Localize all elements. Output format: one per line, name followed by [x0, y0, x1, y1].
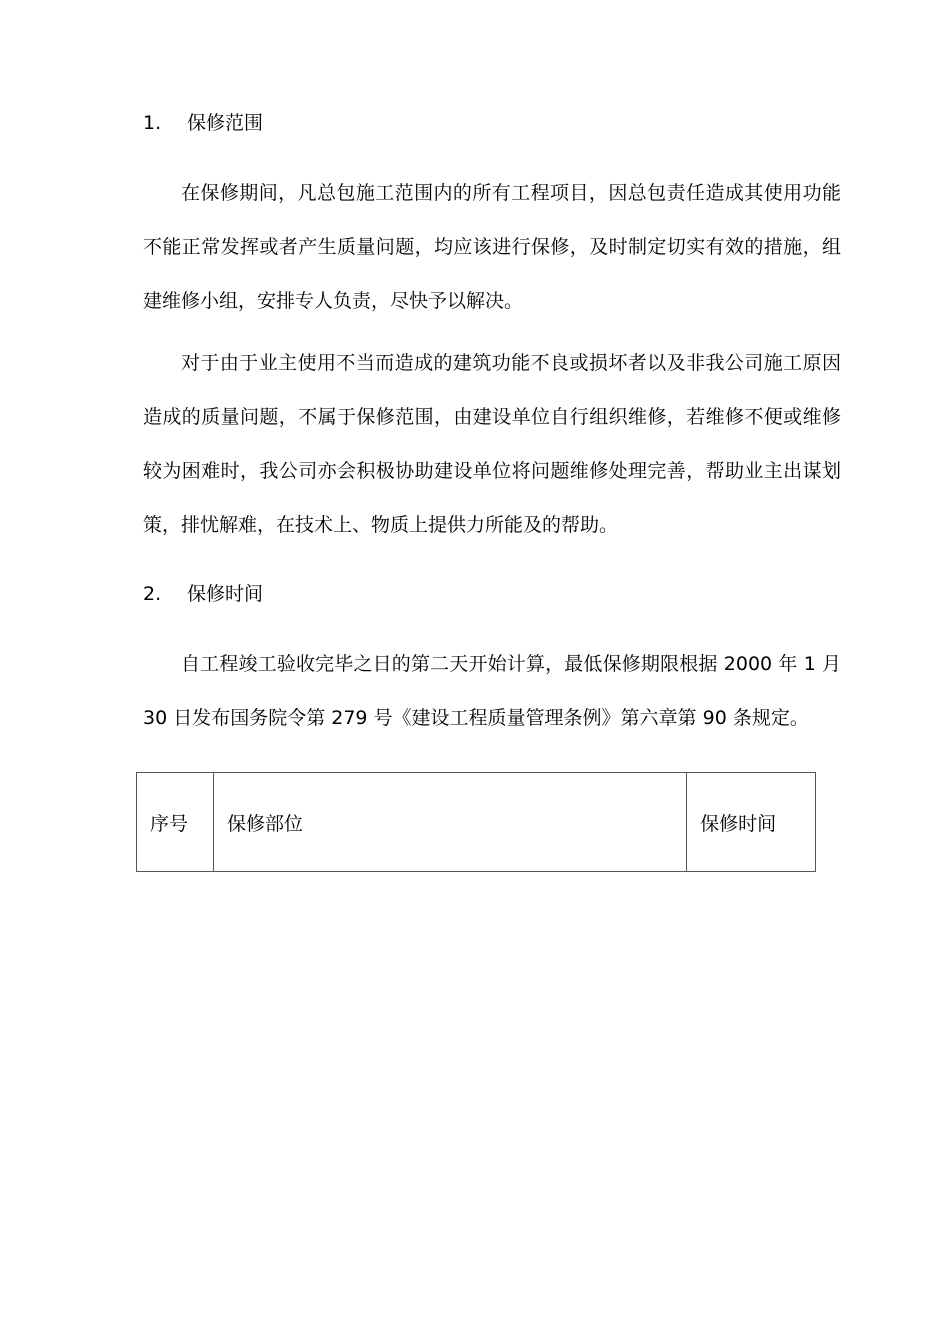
section-2-paragraph: 自工程竣工验收完毕之日的第二天开始计算，最低保修期限根据 2000 年 1 月 30 日发布国务院令第 279 号《建设工程质量管理条例》第六章第 90 条规定。	[143, 653, 841, 729]
header-cell-warranty-time: 保修时间	[687, 773, 816, 872]
section-1-number: 1.	[143, 112, 162, 134]
header-cell-warranty-part: 保修部位	[213, 773, 686, 872]
section-2-number: 2.	[143, 583, 162, 605]
section-1-heading	[143, 111, 263, 135]
warranty-table	[136, 772, 816, 872]
section-1-paragraph-1: 在保修期间，凡总包施工范围内的所有工程项目，因总包责任造成其使用功能不能正常发挥或者产生质量问题，均应该进行保修，及时制定切实有效的措施，组建维修小组，安排专人负责，尽快予以解决。	[143, 182, 841, 312]
table-header-row	[137, 773, 816, 872]
section-1-title: 保修范围	[187, 112, 264, 134]
section-2-heading	[143, 582, 263, 606]
section-2-title: 保修时间	[187, 583, 264, 605]
section-1-paragraph-2: 对于由于业主使用不当而造成的建筑功能不良或损坏者以及非我公司施工原因造成的质量问题，不属于保修范围，由建设单位自行组织维修，若维修不便或维修较为困难时，我公司亦会积极协助建设单位将问题维修处理完善，帮助业主出谋划策，排忧解难，在技术上、物质上提供力所能及的帮助。	[143, 352, 841, 536]
header-cell-sequence: 序号	[137, 773, 214, 872]
